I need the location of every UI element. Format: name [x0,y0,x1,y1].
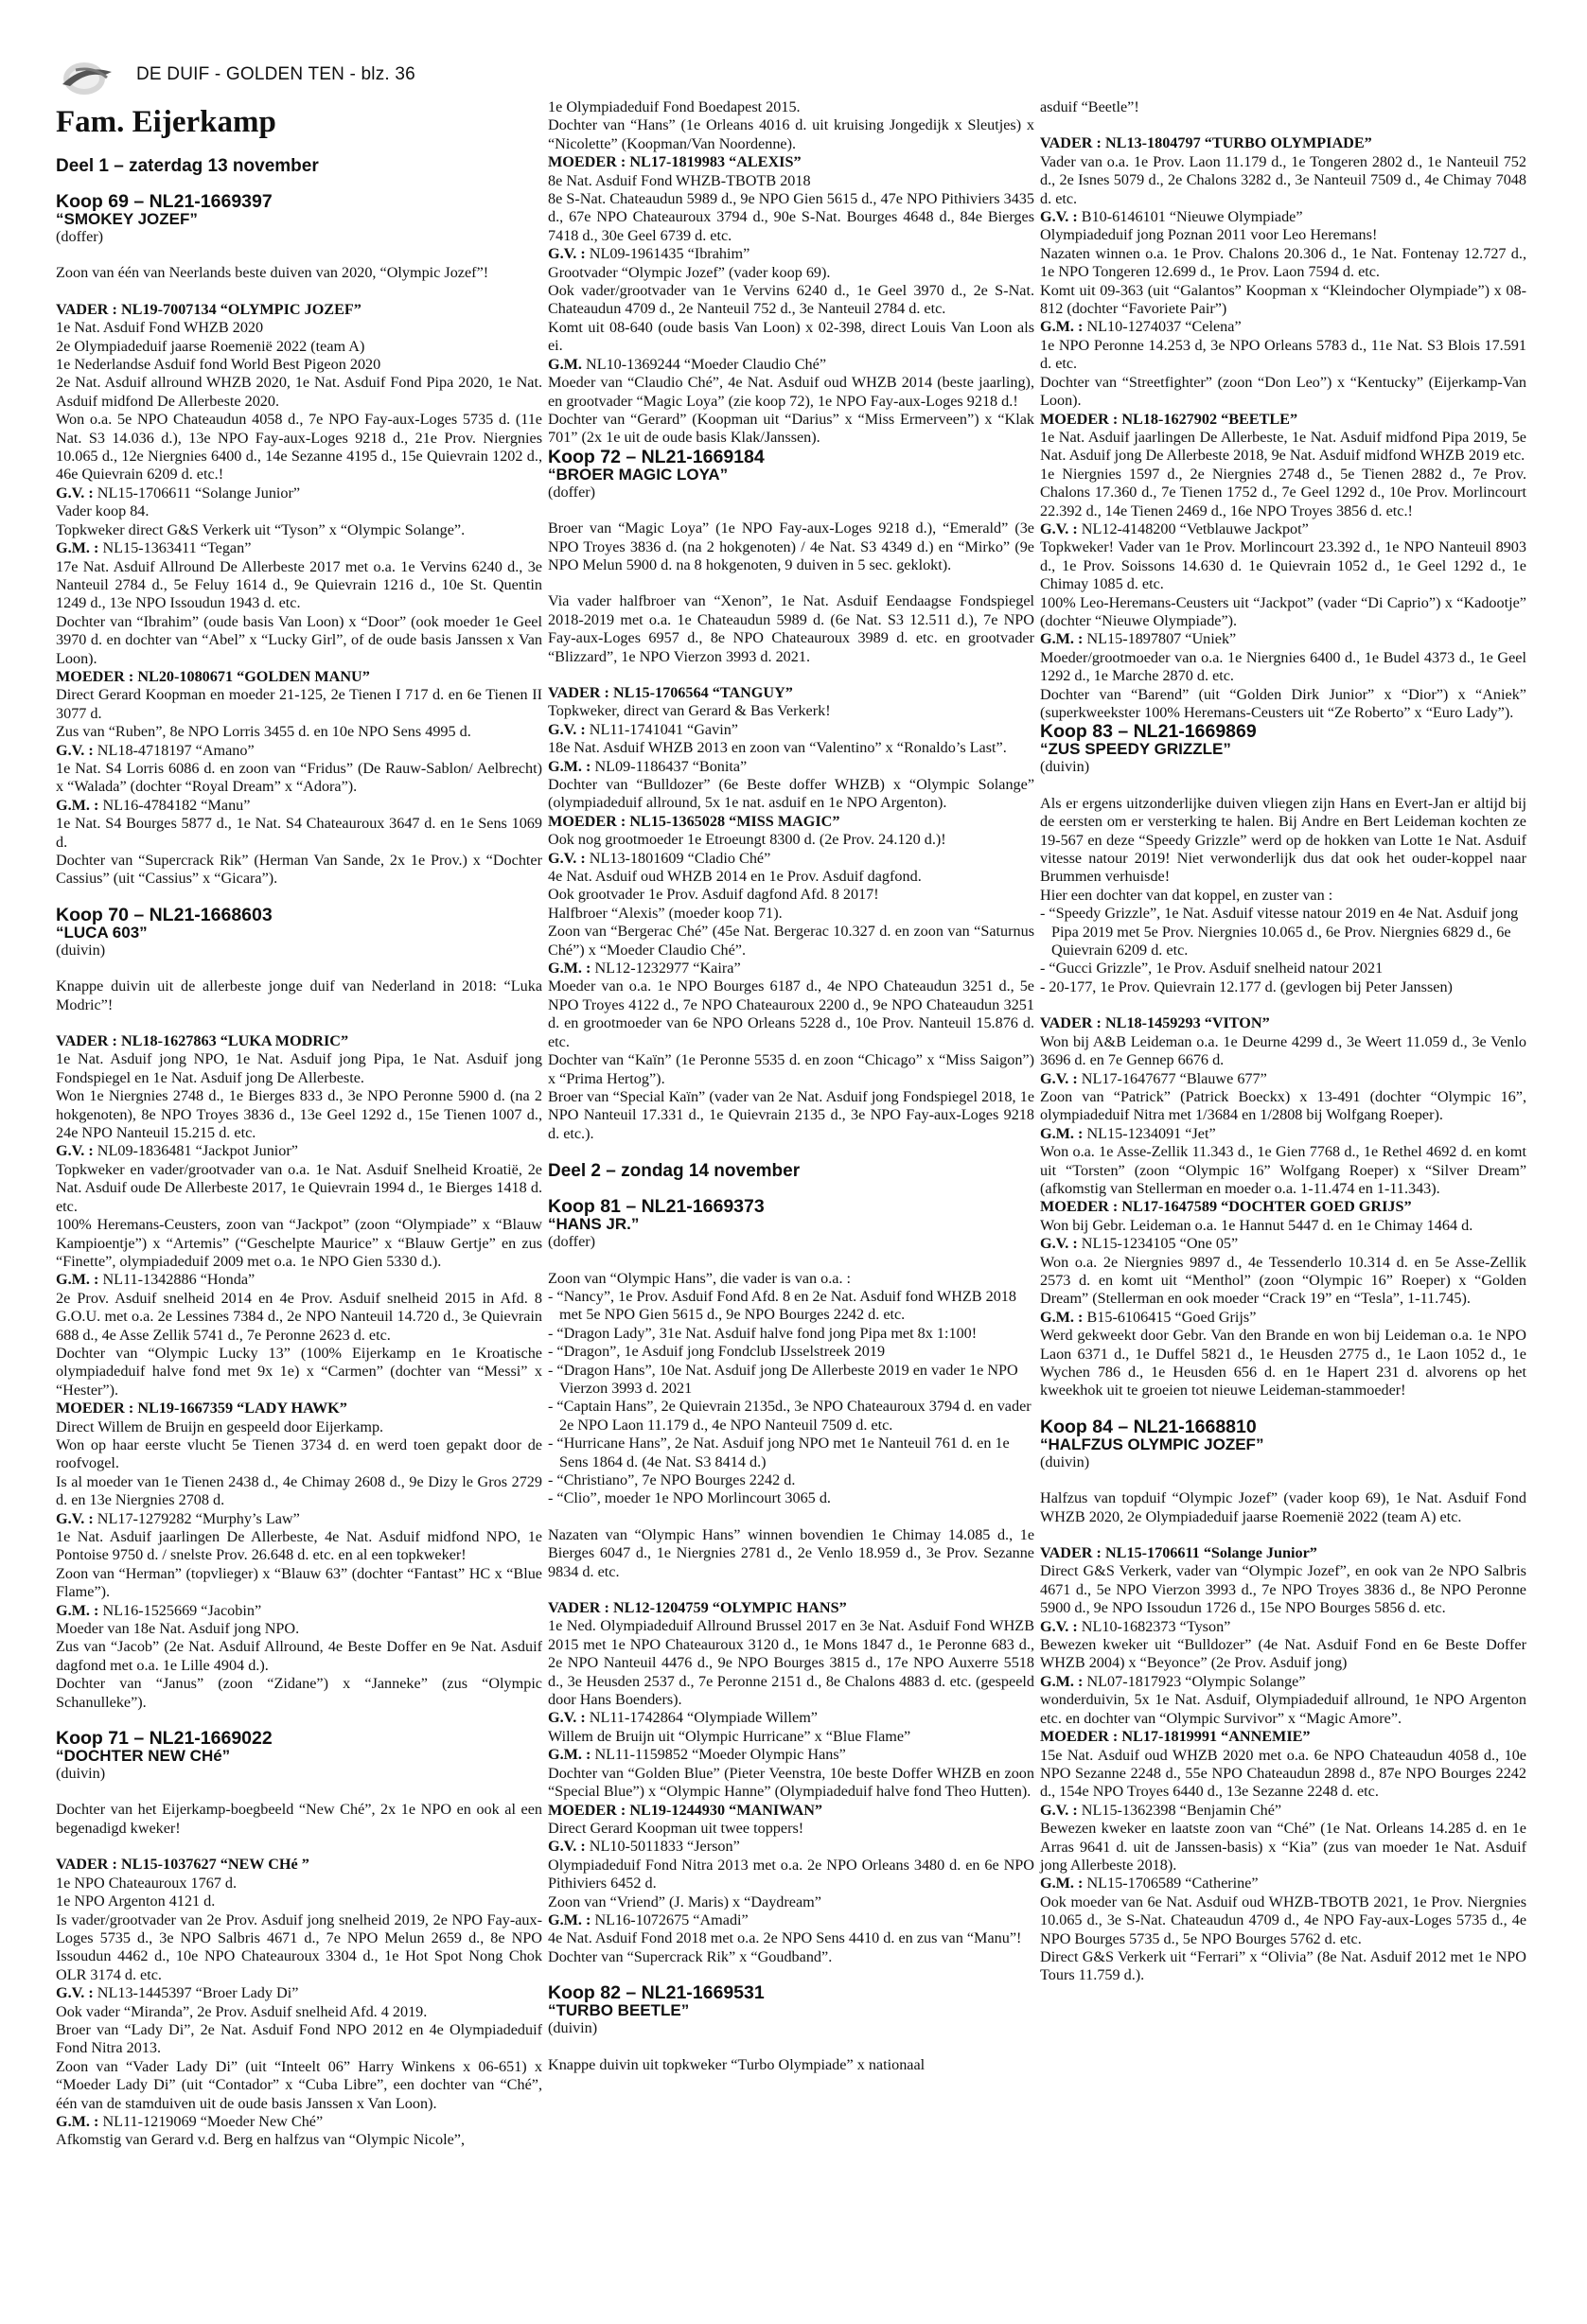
pedigree-line [56,539,542,557]
body-text: Bewezen kweker uit “Bulldozer” (4e Nat. Asduif Fond en 6e Beste Doffer WHZB 2004) x “Beyonce” (2e Prov. Asduif jong) [1040,1636,1526,1672]
pedigree-value: NL15-1706611 “Solange Junior” [93,484,301,502]
pedigree-line [56,1142,542,1160]
pedigree-line [548,684,1034,702]
lot-article [548,1983,1034,2074]
pedigree-label: G.V. : [56,741,94,759]
pedigree-label: MOEDER : NL17-1819983 “ALEXIS” [548,153,802,171]
pedigree-value: NL10-5011833 “Jerson” [585,1838,740,1856]
body-text: Ook moeder van 6e Nat. Asduif oud WHZB-TBOTB 2021, 1e Prov. Niergnies 10.065 d., 3e S-Nat. Chateaudun 4709 d., 4e NPO Fay-aux-Loges 5735 d., 4e NPO Bourges 5735 d., 5e NPO Bourges 5762 d. etc. [1040,1893,1526,1947]
pedigree-value: NL11-1742864 “Olympiade Willem” [585,1709,818,1727]
pedigree-value: NL10-1274037 “Celena” [1083,318,1242,336]
body-text: Zoon van “Vriend” (J. Maris) x “Daydream” [548,1893,821,1910]
body-text: 100% Heremans-Ceusters, zoon van “Jackpot” (zoon “Olympiade” x “Blauw Kampioentje”) x “Artemis” (“Geschelpte Maurice” x “Blauw Gertje” en zus “Finette”, olympiadeduif 2009 met o.a. 1e NPO Gien 5330 d.). [56,1216,542,1270]
pedigree-label: G.M. : [1040,1875,1084,1893]
pedigree-line [56,1984,542,2002]
body-text: Zus van “Ruben”, 8e NPO Lorris 3455 d. en 10e NPO Sens 4995 d. [56,723,471,741]
pedigree-value: NL15-1897807 “Uniek” [1083,630,1237,648]
body-text: 17e Nat. Asduif Allround De Allerbeste 2017 met o.a. 1e Vervins 6240 d., 3e Nanteuil 2784 d., 5e Feluy 1614 d., 9e Quievrain 1216 d., 10e St. Quentin 1249 d., 13e NPO Issoudun 1943 d. etc. [56,557,542,612]
pedigree-label: G.M. : [548,960,591,977]
body-text: 1e Ned. Olympiadeduif Allround Brussel 2017 en 3e Nat. Asduif Fond WHZB 2015 met 1e NPO Chateauroux 3120 d., 1e Mons 1847 d., 1e Peronne 683 d., 2e NPO Nanteuil 4476 d., 9e NPO Bourges 3815 d., 17e NPO Auxerre 5518 d., 3e Heusden 2537 d., 7e Peronne 2151 d., 8e Chalons 4883 d. etc. (gespeeld door Hans Boenders). [548,1617,1034,1709]
pedigree-value: NL09-1836481 “Jackpot Junior” [93,1142,298,1160]
pedigree-label: MOEDER : NL18-1627902 “BEETLE” [1040,410,1298,428]
bullet-item: - “Dragon Hans”, 10e Nat. Asduif jong De Allerbeste 2019 en vader 1e NPO Vierzon 3993 d. 2021 [548,1361,1018,1397]
pedigree-line [56,742,542,760]
pedigree-label: VADER : NL15-1706611 “Solange Junior” [1040,1544,1317,1562]
pedigree-line [1040,1728,1526,1746]
pedigree-line [56,1400,542,1417]
body-text: Won bij Gebr. Leideman o.a. 1e Hannut 5447 d. en 1e Chimay 1464 d. [1040,1216,1473,1234]
body-text: Zoon van “Olympic Hans”, die vader is van o.a. : [548,1269,852,1287]
body-text: Werd gekweekt door Gebr. Van den Brande en won bij Leideman o.a. 1e NPO Laon 6371 d., 1e Duffel 5821 d., 1e Heusden 2775 d., 1e Laon 1052 d., 1e Wychen 786 d., 1e Heusden 656 d. en 1e Hapert 231 d. alvorens op het kweekhok uit te groeien tot nieuwe Leideman-stammoeder! [1040,1327,1526,1400]
body-text: Dochter van “Kaïn” (1e Peronne 5535 d. en zoon “Chicago” x “Miss Saigon”) x “Prima Hertog”). [548,1051,1034,1087]
lot-title: Koop 71 – NL21-1669022 [56,1728,273,1750]
pedigree-value: NL13-1801609 “Cladio Ché” [585,849,771,867]
body-text: Won o.a. 5e NPO Chateaudun 4058 d., 7e NPO Fay-aux-Loges 5735 d. (11e Nat. S3 14.036 d.), 13e NPO Fay-aux-Loges 9218 d., 21e Prov. Niergnies 10.065 d., 12e Niergnies 6400 d., 14e Sezanne 4195 d., 15e Quievrain 1202 d., 46e Quievrain 6209 d. etc.! [56,411,542,484]
body-text: 1e Nat. Asduif jong NPO, 1e Nat. Asduif jong Pipa, 1e Nat. Asduif jong Fondspiegel en 1e Nat. Asduif jong De Allerbeste. [56,1050,542,1086]
body-text: 100% Leo-Heremans-Ceusters uit “Jackpot” (vader “Di Caprio”) x “Kadootje” (dochter “Nieuwe Olympiade”). [1040,593,1526,629]
body-text: Broer van “Special Kaïn” (vader van 2e Nat. Asduif jong Fondspiegel 2018, 1e NPO Nanteuil 17.331 d., 1e Quievrain 2135 d., 3e NPO Fay-aux-Loges 9218 d. etc.). [548,1087,1034,1142]
body-text: Vader koop 84. [56,502,150,520]
body-text: 1e Olympiadeduif Fond Boedapest 2015. [548,98,801,115]
body-text: 1e NPO Peronne 14.253 d, 3e NPO Orleans 5783 d., 11e Nat. S3 Blois 17.591 d. etc. [1040,336,1526,373]
lot-title: Koop 69 – NL21-1669397 [56,191,273,212]
pedigree-value: NL16-4784182 “Manu” [98,796,251,814]
body-text: Nazaten winnen o.a. 1e Prov. Chalons 20.306 d., 1e Nat. Fontenay 12.727 d., 1e NPO Tongeren 12.699 d., 1e Prov. Laon 7594 d. etc. [1040,244,1526,281]
pedigree-label: VADER : NL13-1804797 “TURBO OLYMPIADE” [1040,134,1372,152]
pigeon-sex: (duivin) [1040,758,1090,776]
bullet-item: - “Speedy Grizzle”, 1e Nat. Asduif vitesse natour 2019 en 4e Nat. Asduif jong Pipa 2019 met 5e Prov. Niergnies 10.065 d., 6e Prov. Niergnies 6829 d., 6e Quievrain 6209 d. etc. [1040,905,1519,960]
body-text: Direct G&S Verkerk uit “Ferrari” x “Olivia” (8e Nat. Asduif 2012 met 1e NPO Tours 11.759 d.). [1040,1947,1526,1984]
pedigree-value: NL07-1817923 “Olympic Solange” [1083,1672,1306,1690]
lot-article [56,192,542,889]
lot-title: Koop 84 – NL21-1668810 [1040,1416,1257,1437]
body-text: Dochter van “Bulldozer” (6e Beste doffer WHZB) x “Olympic Solange” (olympiadeduif allround, 5x 1e nat. asduif en 1e NPO Argenton). [548,776,1034,812]
page-title: Fam. Eijerkamp [56,105,276,139]
pedigree-label: VADER : NL12-1204759 “OLYMPIC HANS” [548,1599,847,1617]
body-text: Willem de Bruijn uit “Olympic Hurricane” x “Blue Flame” [548,1727,911,1745]
pigeon-name: “HALFZUS OLYMPIC JOZEF” [1040,1435,1264,1453]
body-text: Dochter van “Supercrack Rik” x “Goudband”. [548,1947,833,1965]
bullet-item: - “Captain Hans”, 2e Quievrain 2135d., 3e NPO Chateauroux 3794 d. en vader 2e NPO Laon 11.179 d., 4e NPO Nanteuil 7509 d. etc. [548,1398,1032,1434]
pigeon-sex: (doffer) [548,483,596,501]
pedigree-line [56,1856,542,1874]
pedigree-label: G.V. : [548,849,586,867]
pedigree-value: NL15-1362398 “Benjamin Ché” [1077,1801,1282,1819]
body-text: 1e NPO Argenton 4121 d. [56,1893,216,1910]
pedigree-value: NL17-1279282 “Murphy’s Law” [93,1509,300,1527]
pedigree-label: G.M. [548,355,582,373]
body-text: Olympiadeduif jong Poznan 2011 voor Leo Heremans! [1040,226,1378,244]
body-text: 2e Prov. Asduif snelheid 2014 en 4e Prov. Asduif snelheid 2015 in Afd. 8 G.O.U. met o.a. 2e Lessines 7384 d., 2e NPO Nanteuil 14.720 d., 3e Quievrain 688 d., 4e Asse Zellik 5741 d., 7e Peronne 2623 d. etc. [56,1289,542,1344]
pedigree-label: VADER : NL15-1037627 “NEW CHé ” [56,1856,309,1874]
bullet-item: - 20-177, 1e Prov. Quievrain 12.177 d. (gevlogen bij Peter Janssen) [1040,977,1453,995]
pedigree-line [56,1032,542,1050]
body-text: Won 1e Niergnies 2748 d., 1e Bierges 833 d., 3e NPO Peronne 5900 d. (na 2 hokgenoten), 8e NPO Troyes 3836 d., 13e Geel 1292 d., 15e Tienen 1007 d., 24e NPO Nanteuil 15.215 d. etc. [56,1087,542,1142]
body-text: Is vader/grootvader van 2e Prov. Asduif jong snelheid 2019, 2e NPO Fay-aux-Loges 5735 d., 3e NPO Salbris 4671 d., 7e NPO Melun 2659 d., 8e NPO Issoudun 4462 d., 10e NPO Chateauroux 3304 d., 1e Hot Spot Nong Chok OLR 3174 d. etc. [56,1910,542,1983]
body-text: Won o.a. 1e Asse-Zellik 11.343 d., 1e Gien 7768 d., 1e Rethel 4692 d. en komt uit “Torsten” (zoon “Olympic 16” Wolfgang Roeper) x “Silver Dream” (afkomstig van Stellerman en moeder o.a. 1-11.474 en 1-11.343). [1040,1143,1526,1197]
pedigree-label: G.M. : [1040,1308,1084,1326]
body-text: Komt uit 08-640 (oude basis Van Loon) x 02-398, direct Louis Van Loon als ei. [548,318,1034,355]
body-text: Ook vader/grootvader van 1e Vervins 6240 d., 1e Geel 3970 d., 2e S-Nat. Chateaudun 4709 d., 2e Nanteuil 752 d., 3e Nanteuil 2784 d. etc. [548,282,1034,318]
pedigree-label: VADER : NL18-1627863 “LUKA MODRIC” [56,1032,349,1050]
pedigree-line [548,1709,1034,1727]
column-1 [56,98,542,2167]
body-text: Halfzus van topduif “Olympic Jozef” (vader koop 69), 1e Nat. Asduif Fond WHZB 2020, 2e Olympiadeduif jaarse Roemenië 2022 (team A) etc. [1040,1489,1526,1525]
pigeon-name: “HANS JR.” [548,1215,640,1234]
pedigree-label: G.M. : [56,796,99,814]
pedigree-label: MOEDER : NL17-1819991 “ANNEMIE” [1040,1728,1311,1746]
pedigree-value: NL12-1232977 “Kaira” [591,960,741,977]
pedigree-line [1040,134,1526,152]
pedigree-line [56,1271,542,1289]
pedigree-line [1040,208,1526,226]
pedigree-line [1040,1014,1526,1032]
pedigree-label: MOEDER : NL19-1244930 “MANIWAN” [548,1801,823,1819]
body-text: 18e Nat. Asduif WHZB 2013 en zoon van “Valentino” x “Ronaldo’s Last”. [548,739,1007,757]
body-text: Dochter van “Ibrahim” (oude basis Van Loon) x “Door” (ook moeder 1e Geel 3970 d. en dochter van “Abel” x “Lucky Girl”, of de oude basis Janssen x Van Loon). [56,612,542,667]
pedigree-line [56,484,542,502]
body-text: Won bij A&B Leideman o.a. 1e Deurne 4299 d., 3e Weert 11.059 d., 3e Venlo 3696 d. en 7e Gennep 6676 d. [1040,1032,1526,1069]
pigeon-sex: (doffer) [548,1233,596,1251]
pigeon-name: “SMOKEY JOZEF” [56,210,198,228]
pedigree-value: NL09-1186437 “Bonita” [591,757,748,775]
pedigree-line [1040,520,1526,538]
pigeon-name: “TURBO BEETLE” [548,2001,690,2020]
body-text: Dochter van “Supercrack Rik” (Herman Van Sande, 2x 1e Prov.) x “Dochter Cassius” (uit “Cassius” x “Gicara”). [56,852,542,888]
body-text: Ook nog grootmoeder 1e Etroeungt 8300 d. (2e Prov. 24.120 d.)! [548,831,946,849]
pedigree-label: MOEDER : NL17-1647589 “DOCHTER GOED GRIJS” [1040,1198,1412,1216]
pedigree-line [56,1510,542,1528]
pedigree-label: MOEDER : NL19-1667359 “LADY HAWK” [56,1400,347,1417]
pedigree-label: G.M. : [56,539,99,557]
body-text: 1e Nat. Asduif Fond WHZB 2020 [56,319,264,337]
body-text: Olympiadeduif Fond Nitra 2013 met o.a. 2e NPO Orleans 3480 d. en 6e NPO Pithiviers 6452 d. [548,1856,1034,1893]
lot-article [548,1197,1034,1966]
body-text: 1e Nederlandse Asduif fond World Best Pigeon 2020 [56,356,381,374]
pedigree-line [548,245,1034,263]
body-text: Hier een dochter van dat koppel, en zuster van : [1040,886,1333,904]
body-text: 4e Nat. Asduif Fond 2018 met o.a. 2e NPO Sens 4410 d. en zus van “Manu”! [548,1929,1022,1947]
column-2 [548,98,1034,2091]
body-text: 2e Nat. Asduif allround WHZB 2020, 1e Nat. Asduif Fond Pipa 2020, 1e Nat. Asduif midfond De Allerbeste 2020. [56,374,542,410]
pedigree-label: G.M. : [56,1271,99,1289]
pedigree-label: G.M. : [1040,318,1084,336]
pedigree-label: G.V. : [548,245,586,263]
pigeon-name: “DOCHTER NEW CHé” [56,1747,231,1766]
body-text: Moeder van “Claudio Ché”, 4e Nat. Asduif oud WHZB 2014 (beste jaarling), en grootvader “Magic Loya” (zie koop 72), 1e NPO Fay-aux-Loges 9218 d.! [548,374,1034,410]
pedigree-label: VADER : NL15-1706564 “TANGUY” [548,683,793,701]
body-text: Moeder van 18e Nat. Asduif jong NPO. [56,1620,300,1638]
pedigree-label: MOEDER : NL15-1365028 “MISS MAGIC” [548,812,840,830]
pedigree-line [548,758,1034,776]
pedigree-line [1040,1673,1526,1691]
body-text: Zus van “Jacob” (2e Nat. Asduif Allround, 4e Beste Doffer en 9e Nat. Asduif dagfond met o.a. 1e Lille 4904 d.). [56,1638,542,1674]
pedigree-value: NL11-1159852 “Moeder Olympic Hans” [591,1746,846,1764]
pedigree-line [548,1802,1034,1820]
pedigree-label: G.V. : [1040,1617,1078,1635]
body-text: 1e Nat. Asduif jaarlingen De Allerbeste, 4e Nat. Asduif midfond NPO, 1e Pontoise 9750 d. / snelste Prov. 26.648 d. etc. en al een topkweker! [56,1528,542,1564]
column-3 [1040,98,1526,2002]
pedigree-line [1040,411,1526,429]
pedigree-label: G.V. : [56,1984,94,2002]
pedigree-line [548,850,1034,868]
lot-title: Koop 81 – NL21-1669373 [548,1196,765,1218]
body-text: Ook grootvader 1e Prov. Asduif dagfond Afd. 8 2017! [548,886,879,904]
lot-title: Koop 83 – NL21-1669869 [1040,721,1257,743]
body-text: Won op haar eerste vlucht 5e Tienen 3734 d. en werd toen gepakt door de roofvogel. [56,1435,542,1472]
section-heading: Deel 2 – zondag 14 november [548,1161,801,1182]
lot-article [1040,1417,1526,1985]
body-text: 1e Nat. S4 Lorris 6086 d. en zoon van “Fridus” (De Rauw-Sablon/ Aelbrecht) x “Walada” (dochter “Royal Dream” x “Adora”). [56,759,542,796]
pedigree-value: NL11-1342886 “Honda” [98,1271,256,1289]
section-heading: Deel 1 – zaterdag 13 november [56,156,319,176]
pedigree-value: NL12-4148200 “Vetblauwe Jackpot” [1077,519,1309,537]
pedigree-line [56,2113,542,2131]
body-text: Topkweker, direct van Gerard & Bas Verkerk! [548,702,831,720]
pedigree-label: VADER : NL18-1459293 “VITON” [1040,1014,1270,1032]
body-text: Moeder/grootmoeder van o.a. 1e Niergnies 6400 d., 1e Budel 4373 d., 1e Geel 1292 d., 1e Marche 2870 d. etc. [1040,648,1526,685]
pedigree-value: NL16-1072675 “Amadi” [591,1910,749,1928]
pigeon-sex: (duivin) [1040,1452,1090,1470]
lot-article [548,448,1034,1143]
body-text: Nazaten van “Olympic Hans” winnen bovendien 1e Chimay 14.085 d., 1e Bierges 6047 d., 1e Niergnies 2781 d., 2e Venlo 18.959 d., 3e Prov. Sezanne 9834 d. etc. [548,1525,1034,1580]
pedigree-label: G.V. : [1040,208,1078,226]
body-text: Moeder van o.a. 1e NPO Bourges 6187 d., 4e NPO Chateaudun 3251 d., 5e NPO Troyes 4122 d., 7e NPO Chateauroux 2200 d., 9e NPO Chateaudun 3251 d. en grootmoeder van 6e NPO Orleans 5228 d., 10e Prov. Nanteuil 15.876 d. etc. [548,977,1034,1050]
pedigree-value: NL11-1219069 “Moeder New Ché” [98,2112,324,2130]
pedigree-label: G.M. : [1040,1124,1084,1142]
pedigree-label: G.V. : [56,484,94,502]
pedigree-line [56,1602,542,1620]
pedigree-line [56,301,542,319]
pedigree-label: G.M. : [548,1910,591,1928]
body-text: Zoon van “Vader Lady Di” (uit “Inteelt 06” Harry Winkens x 06-651) x “Moeder Lady Di” (uit “Contador” x “Cuba Libre”, een dochter van “Ché”, één van de stamduiven uit de oude basis Janssen x Van Loon). [56,2057,542,2112]
body-text: Als er ergens uitzonderlijke duiven vliegen zijn Hans en Evert-Jan er altijd bij de eersten om er versterking te halen. Bij Andre en Bert Leideman kochten ze 19-567 en deze “Speedy Grizzle” werd op de hokken van Lotte 1e Nat. Asduif vitesse natour 2019! Niet verwonderlijk dus dat ook het ouder-koppel naar Brummen verhuisde! [1040,794,1526,886]
body-text: Bewezen kweker en laatste zoon van “Ché” (1e Nat. Orleans 14.285 d. en 1e Arras 9641 d. uit de Janssen-basis) x “Kia” (zus van moeder 1e Nat. Asduif jong Allerbeste 2018). [1040,1820,1526,1874]
pedigree-label: G.V. : [548,1709,586,1727]
body-text: Dochter van “Janus” (zoon “Zidane”) x “Janneke” (zus “Olympic Schanulleke”). [56,1675,542,1711]
pedigree-line [548,356,1034,374]
body-text: Dochter van “Olympic Lucky 13” (100% Eijerkamp en 1e Kroatische olympiadeduif halve fond met 9x 1e) x “Carmen” (dochter van “Messi” x “Hester”). [56,1344,542,1399]
pedigree-value: NL11-1741041 “Gavin” [585,720,738,738]
body-text: Zoon van één van Neerlands beste duiven van 2020, “Olympic Jozef”! [56,264,489,282]
pedigree-value: NL18-4718197 “Amano” [93,741,255,759]
pedigree-line [548,721,1034,739]
body-text: Komt uit 09-363 (uit “Galantos” Koopman x “Kleindocher Olympiade”) x 08-812 (dochter “Favoriete Pair”) [1040,281,1526,318]
body-text: 4e Nat. Asduif oud WHZB 2014 en 1e Prov. Asduif dagfond. [548,868,922,886]
lot-title: Koop 82 – NL21-1669531 [548,1982,765,2004]
pedigree-value: NL13-1445397 “Broer Lady Di” [93,1984,299,2002]
body-text: Broer van “Magic Loya” (1e NPO Fay-aux-Loges 9218 d.), “Emerald” (3e NPO Troyes 3836 d. (na 2 hokgenoten) / 4e Nat. S3 4349 d.) en “Mirko” (9e NPO Melun 5900 d. na 8 hokgenoten, 9 duiven in 5 sec. geklokt). [548,519,1034,573]
pedigree-label: G.V. : [56,1509,94,1527]
body-text: Via vader halfbroer van “Xenon”, 1e Nat. Asduif Eendaagse Fondspiegel 2018-2019 met o.a. 1e Chateaudun 5989 d. (6e Nat. S3 12.511 d.), 7e NPO Fay-aux-Loges 6957 d., 8e NPO Chateauroux 3989 d. etc. en grootvader “Blizzard”, 1e NPO Vierzon 3993 d. 2021. [548,592,1034,665]
pedigree-value: NL15-1234091 “Jet” [1083,1124,1216,1142]
pedigree-label: G.V. : [1040,519,1078,537]
pigeon-sex: (duivin) [56,1765,106,1783]
body-text: Dochter van “Barend” (uit “Golden Dirk Junior” x “Dior”) x “Aniek” (superkweekster 100% Heremans-Ceusters uit “Ze Roberto” x “Euro Lady”). [1040,685,1526,721]
pedigree-value: NL17-1647677 “Blauwe 677” [1077,1069,1267,1087]
body-text: Knappe duivin uit de allerbeste jonge duif van Nederland in 2018: “Luka Modric”! [56,977,542,1013]
pedigree-label: G.V. : [1040,1235,1078,1253]
body-text: 2e Olympiadeduif jaarse Roemenië 2022 (team A) [56,337,365,355]
pigeon-name: “ZUS SPEEDY GRIZZLE” [1040,740,1231,759]
pedigree-line [548,813,1034,831]
body-text: Dochter van “Golden Blue” (Pieter Veenstra, 10e beste Doffer WHZB en zoon “Special Blue”) x “Olympic Hanne” (Olympiadeduif halve fond Theo Hutten). [548,1764,1034,1801]
pedigree-line [1040,1235,1526,1253]
lot-article [1040,722,1526,1400]
page-header [59,57,626,93]
lot-article [56,1729,542,2150]
pedigree-line [56,668,542,686]
pedigree-value: NL10-1682373 “Tyson” [1077,1617,1231,1635]
pedigree-label: G.M. : [1040,630,1084,648]
pedigree-value: NL16-1525669 “Jacobin” [98,1601,262,1619]
pedigree-value: B10-6146101 “Nieuwe Olympiade” [1077,208,1303,226]
pedigree-line [1040,318,1526,336]
body-text: Topkweker! Vader van 1e Prov. Morlincourt 23.392 d., 1e NPO Nanteuil 8903 d., 1e Prov. Soissons 14.630 d. 1e Quievrain 1052 d., 1e Geel 1292 d., 1e Chimay 1085 d. etc. [1040,538,1526,593]
pedigree-label: MOEDER : NL20-1080671 “GOLDEN MANU” [56,667,370,685]
pedigree-line [1040,1198,1526,1216]
body-text: 1e NPO Chateauroux 1767 d. [56,1874,238,1892]
pedigree-value: NL15-1363411 “Tegan” [98,539,252,557]
article-continuation [1040,98,1526,722]
body-text: Dochter van het Eijerkamp-boegbeeld “New Ché”, 2x 1e NPO en ook al een begenadigd kweker! [56,1801,542,1837]
pedigree-label: G.V. : [548,1838,586,1856]
pedigree-value: NL15-1706589 “Catherine” [1083,1875,1259,1893]
pigeon-sex: (doffer) [56,228,104,245]
body-text: Is al moeder van 1e Tienen 2438 d., 4e Chimay 2608 d., 9e Dizy le Gros 2729 d. en 13e Niergnies 2708 d. [56,1472,542,1509]
body-text: asduif “Beetle”! [1040,98,1139,115]
pedigree-label: VADER : NL19-7007134 “OLYMPIC JOZEF” [56,300,361,318]
pigeon-sex: (duivin) [548,2019,598,2037]
body-text: Dochter van “Gerard” (Koopman uit “Darius” x “Miss Ermerveen”) x “Klak 701” (2x 1e uit de oude basis Klak/Janssen). [548,410,1034,447]
body-text: Direct G&S Verkerk, vader van “Olympic Jozef”, en ook van 2e NPO Salbris 4671 d., 5e NPO Vierzon 3993 d., 7e NPO Troyes 3836 d., 8e NPO Peronne 5900 d., 9e NPO Issoudun 1726 d., 15e NPO Bourges 5856 d. etc. [1040,1562,1526,1617]
body-text: 1e Nat. Asduif jaarlingen De Allerbeste, 1e Nat. Asduif midfond Pipa 2019, 5e Nat. Asduif jong De Allerbeste 2018, 9e Nat. Asduif midfond WHZB 2019 etc. [1040,428,1526,465]
pedigree-line [1040,1544,1526,1562]
lot-title: Koop 70 – NL21-1668603 [56,904,273,925]
pedigree-value: NL15-1234105 “One 05” [1077,1235,1239,1253]
pedigree-label: G.M. : [548,757,591,775]
body-text: Direct Willem de Bruijn en gespeeld door Eijerkamp. [56,1417,384,1435]
pedigree-value: B15-6106415 “Goed Grijs” [1083,1308,1257,1326]
pedigree-label: G.V. : [548,720,586,738]
pigeon-name: “BROER MAGIC LOYA” [548,465,729,484]
body-text: Broer van “Lady Di”, 2e Nat. Asduif Fond NPO 2012 en 4e Olympiadeduif Fond Nitra 2013. [56,2020,542,2057]
pigeon-sex: (duivin) [56,941,106,959]
pedigree-label: G.M. : [56,2112,99,2130]
body-text: wonderduivin, 5x 1e Nat. Asduif, Olympiadeduif allround, 1e NPO Argenton etc. en dochter van “Olympic Survivor” x “Magic Amore”. [1040,1691,1526,1727]
body-text: Ook vader “Miranda”, 2e Prov. Asduif snelheid Afd. 4 2019. [56,2002,428,2020]
pedigree-line [548,1838,1034,1856]
pedigree-value: NL10-1369244 “Moeder Claudio Ché” [581,355,827,373]
pedigree-line [548,1911,1034,1929]
pedigree-label: G.V. : [56,1142,94,1160]
pedigree-line [548,153,1034,171]
pedigree-line [56,797,542,815]
bullet-item: - “Nancy”, 1e Prov. Asduif Fond Afd. 8 en 2e Nat. Asduif fond WHZB 2018 met 5e NPO Gien 5615 d., 9e NPO Bourges 2242 d. etc. [548,1287,1016,1324]
pedigree-line [1040,1309,1526,1327]
pedigree-label: G.M. : [1040,1672,1084,1690]
pedigree-line [1040,1802,1526,1820]
body-text: Vader van o.a. 1e Prov. Laon 11.179 d., 1e Tongeren 2802 d., 1e Nanteuil 752 d., 2e Isnes 5079 d., 2e Chalons 3282 d., 3e Nanteuil 7509 d., 4e Chimay 7048 d. etc. [1040,152,1526,207]
pedigree-line [1040,1875,1526,1893]
pedigree-line [548,1599,1034,1617]
body-text: Direct Gerard Koopman en moeder 21-125, 2e Tienen I 717 d. en 6e Tienen II 3077 d. [56,686,542,722]
bullet-item: - “Dragon Lady”, 31e Nat. Asduif halve fond jong Pipa met 8x 1:100! [548,1324,978,1342]
pedigree-label: G.V. : [1040,1801,1078,1819]
body-text: Grootvader “Olympic Jozef” (vader koop 69). [548,263,831,281]
body-text: 8e S-Nat. Chateaudun 5989 d., 9e NPO Gien 5615 d., 47e NPO Pithiviers 3435 d., 67e NPO Chateauroux 3794 d., 90e S-Nat. Bourges 4648 d., 84e Bierges 7418 d., 30e Geel 6739 d. etc. [548,190,1034,244]
bullet-item: - “Hurricane Hans”, 2e Nat. Asduif jong NPO met 1e Nanteuil 761 d. en 1e Sens 1864 d. (4e Nat. S3 8414 d.) [548,1435,1010,1470]
bullet-item: - “Dragon”, 1e Asduif jong Fondclub IJsselstreek 2019 [548,1343,886,1361]
body-text: 8e Nat. Asduif Fond WHZB-TBOTB 2018 [548,171,811,189]
body-text: Zoon van “Bergerac Ché” (45e Nat. Bergerac 10.327 d. en zoon van “Saturnus Ché”) x “Moeder Claudio Ché”. [548,923,1034,959]
golden-ten-logo-icon [59,57,127,98]
pedigree-line [548,960,1034,977]
pedigree-label: G.M. : [56,1601,99,1619]
body-text: Halfbroer “Alexis” (moeder koop 71). [548,904,783,922]
pigeon-name: “LUCA 603” [56,923,148,942]
body-text: Won o.a. 2e Niergnies 9897 d., 4e Tessenderlo 10.314 d. en 5e Asse-Zellik 2573 d. en komt uit “Menthol” (zoon “Olympic 16” Roeper) x “Golden Dream” (Stellerman en ook moeder “Crack 19” en “Tesla”, 1-11.745). [1040,1253,1526,1308]
bullet-item: - “Christiano”, 7e NPO Bourges 2242 d. [548,1471,796,1488]
pedigree-label: G.M. : [548,1746,591,1764]
body-text: Direct Gerard Koopman uit twee toppers! [548,1819,804,1837]
body-text: 1e Nat. S4 Bourges 5877 d., 1e Nat. S4 Chateauroux 3647 d. en 1e Sens 1069 d. [56,815,542,851]
body-text: 15e Nat. Asduif oud WHZB 2020 met o.a. 6e NPO Chateaudun 4058 d., 10e NPO Sezanne 2248 d., 55e NPO Chateaudun 2898 d., 87e NPO Bourges 2242 d., 154e NPO Troyes 6440 d., 13e Sezanne 2248 d. etc. [1040,1746,1526,1801]
body-text: Topkweker en vader/grootvader van o.a. 1e Nat. Asduif Snelheid Kroatië, 2e Nat. Asduif oude De Allerbeste 2017, 1e Quievrain 1994 d., 1e Bierges 1418 d. etc. [56,1160,542,1215]
body-text: Knappe duivin uit topkweker “Turbo Olympiade” x nationaal [548,2055,926,2073]
body-text: Zoon van “Patrick” (Patrick Boeckx) x 13-491 (dochter “Olympic 16”, olympiadeduif Nitra met 1/3684 en 1/2808 bij Wolfgang Roeper). [1040,1087,1526,1124]
lot-title: Koop 72 – NL21-1669184 [548,446,765,467]
pedigree-line [1040,1125,1526,1143]
body-text: Afkomstig van Gerard v.d. Berg en halfzus van “Olympic Nicole”, [56,2131,465,2149]
pedigree-line [1040,630,1526,648]
body-text: 1e Niergnies 1597 d., 2e Niergnies 2748 d., 5e Tienen 2882 d., 7e Prov. Chalons 17.360 d., 7e Tienen 1752 d., 7e Geel 1292 d., 10e Prov. Morlincourt 22.392 d., 14e Tienen 2469 d., 16e NPO Troyes 3856 d. etc.! [1040,465,1526,519]
pedigree-line [1040,1618,1526,1636]
bullet-item: - “Clio”, moeder 1e NPO Morlincourt 3065 d. [548,1489,831,1507]
pedigree-value: NL09-1961435 “Ibrahim” [585,245,750,263]
lot-article [56,906,542,1712]
pedigree-line [1040,1070,1526,1088]
bullet-item: - “Gucci Grizzle”, 1e Prov. Asduif snelheid natour 2021 [1040,960,1384,977]
body-text: Dochter van “Streetfighter” (zoon “Don Leo”) x “Kentucky” (Eijerkamp-Van Loon). [1040,373,1526,410]
body-text: Dochter van “Hans” (1e Orleans 4016 d. uit kruising Jongedijk x Sleutjes) x “Nicolette” (Koopman/Van Noordenne). [548,116,1034,152]
article-continuation [548,98,1034,448]
running-title: DE DUIF - GOLDEN TEN - blz. 36 [136,64,415,84]
pedigree-label: G.V. : [1040,1069,1078,1087]
pedigree-line [548,1746,1034,1764]
body-text: Topkweker direct G&S Verkerk uit “Tyson” x “Olympic Solange”. [56,520,466,538]
body-text: Zoon van “Herman” (topvlieger) x “Blauw 63” (dochter “Fantast” HC x “Blue Flame”). [56,1564,542,1601]
